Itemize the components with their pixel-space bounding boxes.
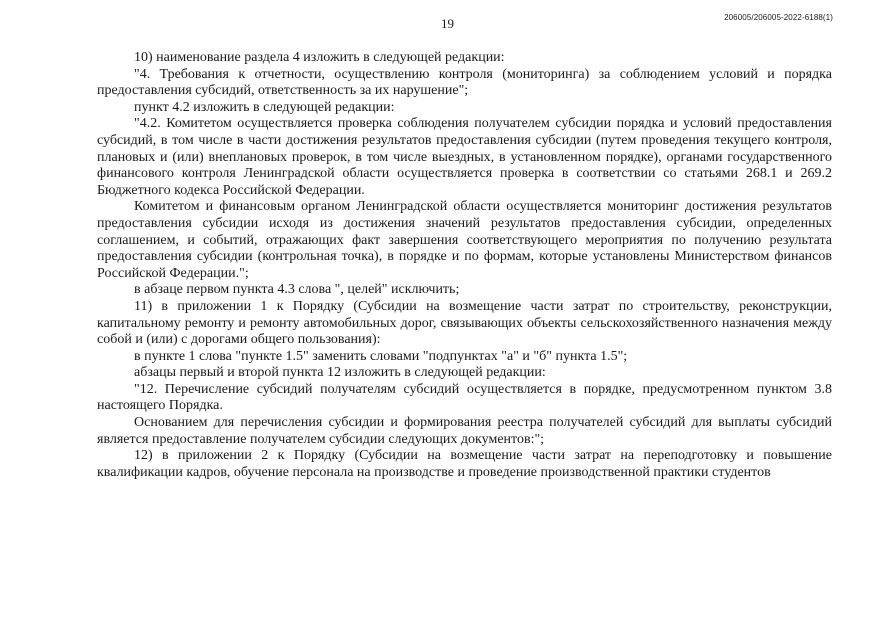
paragraph: 11) в приложении 1 к Порядку (Субсидии на возмещение части затрат по строительству, реконструкции, капитальному ремонту и ремонту автомобильных дорог, связывающих объекты сельскохозяйственного назначения между собой и (или) с дорогами общего пользования): <box>97 298 832 348</box>
paragraph: "4.2. Комитетом осуществляется проверка соблюдения получателем субсидии порядка и условий предоставления субсидий, в том числе в части достижения результатов предоставления субсидии (путем проведения текущего контроля, плановых и (или) внеплановых проверок, в том числе выездных, в установленном порядке), органами государственного финансового контроля Ленинградской области осуществляется проверка в соответствии со статьями 268.1 и 269.2 Бюджетного кодекса Российской Федерации. <box>97 116 832 198</box>
paragraph: "4. Требования к отчетности, осуществлению контроля (мониторинга) за соблюдением условий и порядка предоставления субсидий, ответственность за их нарушение"; <box>97 66 832 99</box>
paragraph: 10) наименование раздела 4 изложить в следующей редакции: <box>134 50 505 65</box>
paragraph: пункт 4.2 изложить в следующей редакции: <box>134 99 395 115</box>
paragraph: в пункте 1 слова "пункте 1.5" заменить словами "подпунктах "а" и "б" пункта 1.5"; <box>134 348 628 364</box>
paragraph: Основанием для перечисления субсидии и формирования реестра получателей субсидий для выплаты субсидий является предоставление получателем субсидии следующих документов:"; <box>97 415 832 447</box>
paragraph: в абзаце первом пункта 4.3 слова ", целей" исключить; <box>134 282 460 298</box>
paragraph: Комитетом и финансовым органом Ленинградской области осуществляется мониторинг достижения результатов предоставления субсидии исходя из достижения значений результатов предоставления субсидии, определенных соглашением, и событий, отражающих факт завершения соответствующего мероприятия по получению результата предоставления субсидии (контрольная точка), в порядке и по формам, которые установлены Министерством финансов Российской Федерации."; <box>97 199 832 281</box>
page-number: 19 <box>441 16 454 31</box>
paragraph: абзацы первый и второй пункта 12 изложить в следующей редакции: <box>134 365 546 381</box>
paragraph: "12. Перечисление субсидий получателям субсидий осуществляется в порядке, предусмотренном пунктом 3.8 настоящего Порядка. <box>97 381 832 414</box>
document-body <box>97 50 832 481</box>
document-code: 206005/206005-2022-6188(1) <box>724 13 833 22</box>
paragraph: 12) в приложении 2 к Порядку (Субсидии на возмещение части затрат на переподготовку и повышение квалификации кадров, обучение персонала на производстве и проведение производственной практики студентов <box>97 448 832 480</box>
